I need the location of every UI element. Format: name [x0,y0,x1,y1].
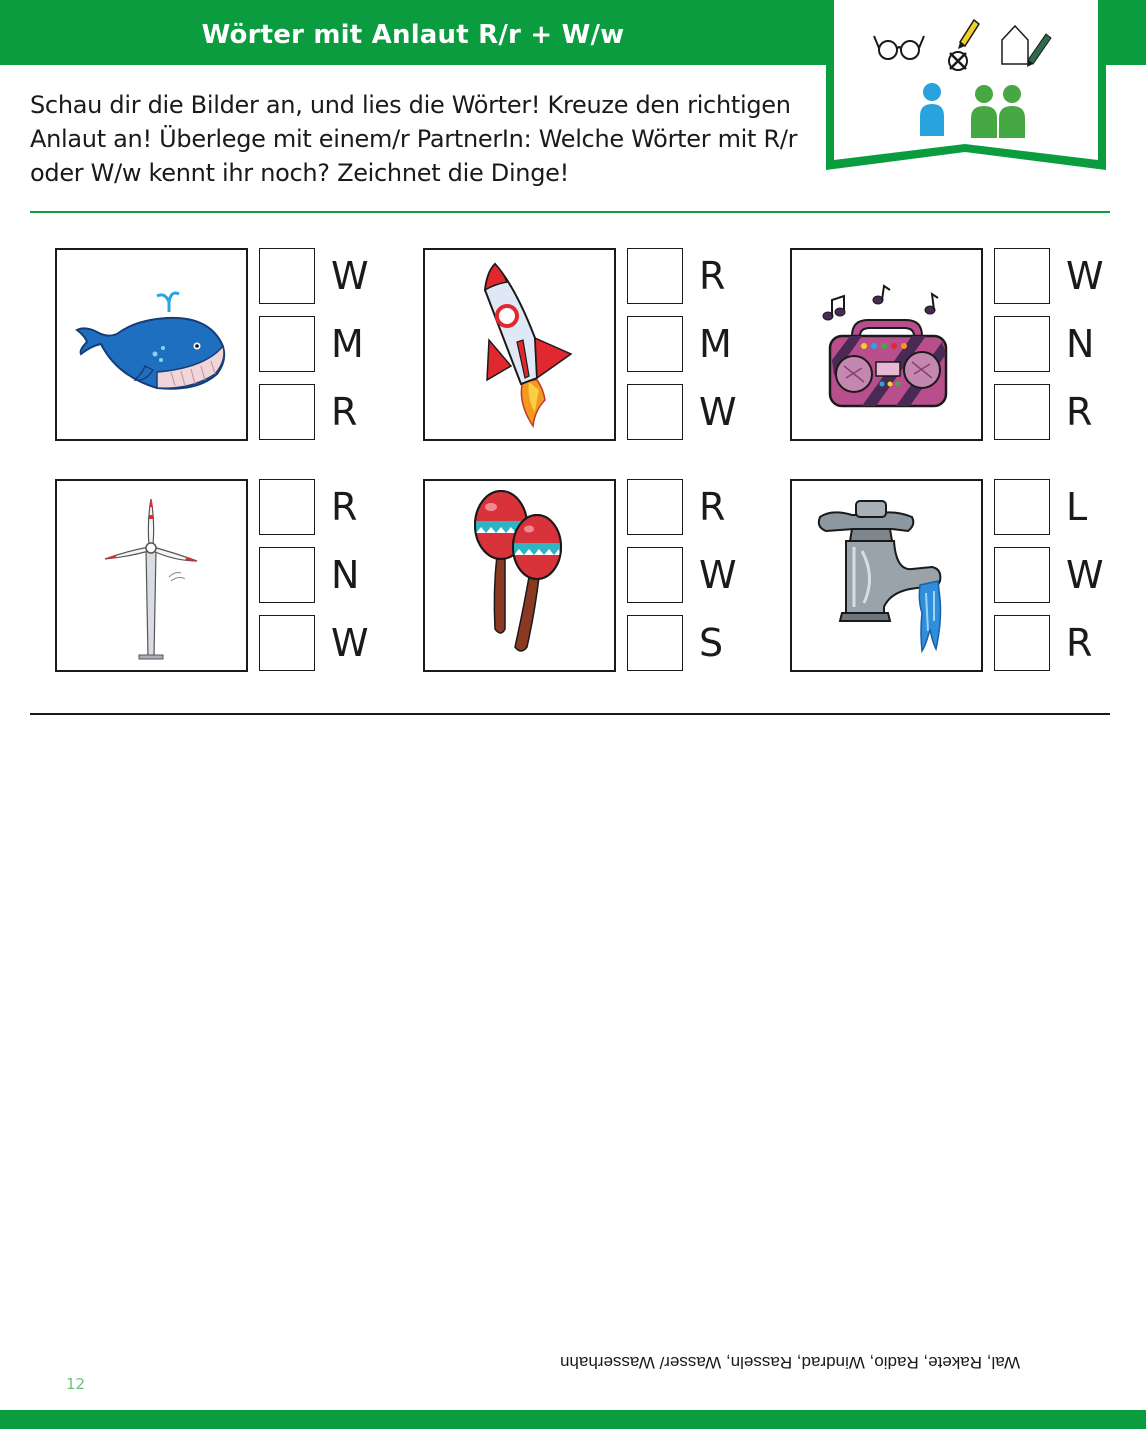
answer-checkbox[interactable] [259,248,315,304]
divider-drawing-area [30,713,1110,715]
single-person-icon [920,83,944,136]
water-tap-icon [792,481,982,671]
option-row [994,316,1114,372]
option-row [627,479,747,535]
option-letter: W [1066,254,1104,298]
option-row [627,547,747,603]
answer-checkbox[interactable] [259,547,315,603]
option-letter: N [1066,322,1095,366]
answer-checkbox[interactable] [994,615,1050,671]
option-letter: L [1066,485,1088,529]
option-row [627,316,747,372]
page-title: Wörter mit Anlaut R/r + W/w [201,20,625,50]
exercise-item-whale [55,248,375,443]
option-letter: W [699,390,737,434]
option-letter: R [699,485,726,529]
answer-checkbox[interactable] [259,479,315,535]
radio-icon [792,250,982,440]
answer-checkbox[interactable] [627,384,683,440]
divider-top [30,211,1110,213]
option-row [627,384,747,440]
exercise-item-rocket [423,248,743,443]
option-row [994,384,1114,440]
answer-checkbox[interactable] [994,547,1050,603]
answer-checkbox[interactable] [627,479,683,535]
option-row [994,248,1114,304]
option-row [259,547,379,603]
answer-checkbox[interactable] [627,248,683,304]
answer-checkbox[interactable] [994,248,1050,304]
picture-frame [790,248,983,441]
answer-checkbox[interactable] [627,316,683,372]
maracas-icon [425,481,615,671]
option-letter: M [699,322,732,366]
option-letter: W [331,621,369,665]
option-letter: R [1066,390,1093,434]
picture-frame [55,479,248,672]
answer-key-upside-down: Wal, Rakete, Radio, Windrad, Rasseln, Wasser/ Wasserhahn [560,1353,1021,1372]
footer-bar [0,1410,1146,1429]
rocket-icon [425,250,615,440]
option-letter: R [1066,621,1093,665]
option-letter: W [1066,553,1104,597]
picture-frame [423,248,616,441]
option-letter: W [699,553,737,597]
wind-turbine-icon [57,481,247,671]
option-row [994,479,1114,535]
answer-checkbox[interactable] [994,479,1050,535]
picture-frame [55,248,248,441]
option-letter: S [699,621,724,665]
icon-panel [820,0,1110,180]
picture-frame [423,479,616,672]
answer-checkbox[interactable] [994,316,1050,372]
option-letter: R [331,485,358,529]
exercise-item-wind-turbine [55,479,375,674]
option-row [627,248,747,304]
option-row [627,615,747,671]
answer-checkbox[interactable] [994,384,1050,440]
page-number: 12 [66,1375,86,1393]
option-letter: N [331,553,360,597]
answer-checkbox[interactable] [259,615,315,671]
exercise-item-radio [790,248,1110,443]
picture-frame [790,479,983,672]
option-row [259,248,379,304]
option-row [259,316,379,372]
option-letter: R [699,254,726,298]
option-row [259,479,379,535]
option-row [994,615,1114,671]
exercise-item-water-tap [790,479,1110,674]
answer-checkbox[interactable] [627,615,683,671]
exercise-item-maracas [423,479,743,674]
option-letter: R [331,390,358,434]
answer-checkbox[interactable] [259,316,315,372]
option-row [259,615,379,671]
option-letter: W [331,254,369,298]
answer-checkbox[interactable] [259,384,315,440]
option-row [259,384,379,440]
answer-checkbox[interactable] [627,547,683,603]
option-row [994,547,1114,603]
whale-icon [57,250,247,440]
option-letter: M [331,322,364,366]
instructions-text: Schau dir die Bilder an, und lies die Wörter! Kreuze den richtigen Anlaut an! Überlege mit einem/r PartnerIn: Welche Wörter mit R/r oder W/w kennt ihr noch? Zeichnet die Dinge! [30,91,798,187]
